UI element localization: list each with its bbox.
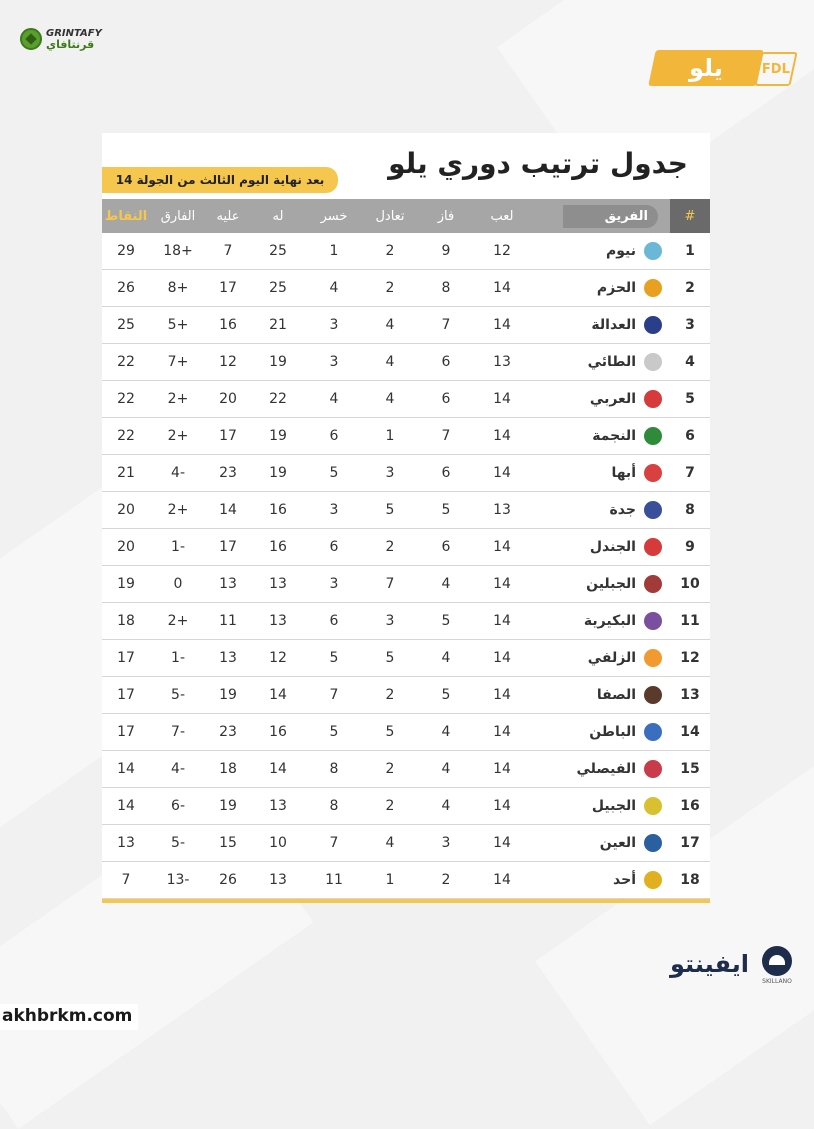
team-logo-icon: [644, 649, 662, 667]
drawn-cell: 2: [385, 761, 395, 777]
drawn-cell: 3: [385, 613, 395, 629]
diff-cell: +8: [167, 280, 189, 296]
lost-cell: 3: [329, 576, 339, 592]
table-row: [102, 455, 710, 492]
won-cell: 5: [441, 687, 451, 703]
drawn-cell: 3: [385, 465, 395, 481]
header-rank: #: [670, 199, 710, 233]
table-row: [102, 862, 710, 899]
diff-cell: -4: [171, 761, 185, 777]
team-name: الفيصلي: [576, 761, 636, 777]
drawn-cell: 4: [385, 317, 395, 333]
against-cell: 18: [219, 761, 237, 777]
header-points: النقاط: [104, 208, 148, 224]
lost-cell: 11: [325, 872, 343, 888]
table-header: [102, 199, 710, 233]
table-row: [102, 677, 710, 714]
played-cell: 14: [493, 539, 511, 555]
team-logo-icon: [644, 797, 662, 815]
for-cell: 14: [269, 687, 287, 703]
won-cell: 6: [441, 391, 451, 407]
for-cell: 13: [269, 798, 287, 814]
team-logo-icon: [644, 575, 662, 593]
played-cell: 14: [493, 465, 511, 481]
drawn-cell: 4: [385, 354, 395, 370]
points-cell: 17: [117, 724, 135, 740]
drawn-cell: 2: [385, 280, 395, 296]
team-logo-icon: [644, 760, 662, 778]
header-won: فاز: [437, 208, 455, 224]
drawn-cell: 5: [385, 724, 395, 740]
won-cell: 4: [441, 724, 451, 740]
grintafy-logo: [20, 28, 102, 50]
against-cell: 19: [219, 687, 237, 703]
table-row: [102, 492, 710, 529]
diff-cell: +2: [167, 428, 189, 444]
team-name: نيوم: [605, 243, 636, 259]
points-cell: 20: [117, 539, 135, 555]
skillano-emblem-icon: [762, 946, 792, 976]
drawn-cell: 4: [385, 391, 395, 407]
for-cell: 13: [269, 576, 287, 592]
team-name: الطائي: [587, 354, 636, 370]
points-cell: 22: [117, 428, 135, 444]
won-cell: 4: [441, 761, 451, 777]
team-name: الجندل: [589, 539, 636, 555]
diff-cell: +18: [163, 243, 193, 259]
points-cell: 7: [121, 872, 131, 888]
team-name: الجبيل: [591, 798, 636, 814]
lost-cell: 6: [329, 539, 339, 555]
points-cell: 17: [117, 650, 135, 666]
rank-cell: 18: [680, 872, 700, 888]
team-cell: [530, 344, 670, 380]
team-name: العربي: [589, 391, 636, 407]
against-cell: 26: [219, 872, 237, 888]
team-logo-icon: [644, 538, 662, 556]
against-cell: 11: [219, 613, 237, 629]
header-played: لعب: [490, 208, 514, 224]
rank-cell: 1: [685, 243, 695, 259]
for-cell: 10: [269, 835, 287, 851]
team-logo-icon: [644, 723, 662, 741]
football-icon: [20, 28, 42, 50]
rank-cell: 12: [680, 650, 700, 666]
rank-cell: 14: [680, 724, 700, 740]
table-row: [102, 418, 710, 455]
lost-cell: 6: [329, 428, 339, 444]
against-cell: 17: [219, 428, 237, 444]
team-cell: [530, 381, 670, 417]
standings-card: [102, 133, 710, 903]
team-logo-icon: [644, 316, 662, 334]
sponsor-logo-ifinto: ايفينتو: [670, 950, 749, 978]
team-cell: [530, 307, 670, 343]
won-cell: 9: [441, 243, 451, 259]
won-cell: 7: [441, 428, 451, 444]
header-drawn: تعادل: [375, 208, 405, 224]
won-cell: 3: [441, 835, 451, 851]
points-cell: 18: [117, 613, 135, 629]
diff-cell: -1: [171, 539, 185, 555]
rank-cell: 11: [680, 613, 700, 629]
against-cell: 7: [223, 243, 233, 259]
played-cell: 14: [493, 391, 511, 407]
team-name: أبها: [611, 465, 636, 481]
team-logo-icon: [644, 871, 662, 889]
played-cell: 14: [493, 687, 511, 703]
against-cell: 13: [219, 650, 237, 666]
drawn-cell: 7: [385, 576, 395, 592]
league-logo: [652, 46, 792, 94]
drawn-cell: 5: [385, 502, 395, 518]
table-row: [102, 603, 710, 640]
against-cell: 17: [219, 280, 237, 296]
won-cell: 5: [441, 502, 451, 518]
for-cell: 19: [269, 428, 287, 444]
points-cell: 19: [117, 576, 135, 592]
points-cell: 20: [117, 502, 135, 518]
played-cell: 14: [493, 317, 511, 333]
lost-cell: 5: [329, 465, 339, 481]
team-name: البكيرية: [583, 613, 636, 629]
table-row: [102, 307, 710, 344]
team-logo-icon: [644, 390, 662, 408]
points-cell: 22: [117, 391, 135, 407]
diff-cell: -1: [171, 650, 185, 666]
table-row: [102, 344, 710, 381]
rank-cell: 15: [680, 761, 700, 777]
team-name: الجبلين: [586, 576, 636, 592]
drawn-cell: 4: [385, 835, 395, 851]
against-cell: 13: [219, 576, 237, 592]
diff-cell: +2: [167, 613, 189, 629]
team-cell: [530, 788, 670, 824]
diff-cell: -7: [171, 724, 185, 740]
diff-cell: -5: [171, 835, 185, 851]
team-cell: [530, 677, 670, 713]
rank-cell: 6: [685, 428, 695, 444]
for-cell: 19: [269, 465, 287, 481]
grintafy-logo-ar: قرنتافاي: [46, 37, 95, 51]
played-cell: 14: [493, 428, 511, 444]
played-cell: 14: [493, 872, 511, 888]
team-logo-icon: [644, 427, 662, 445]
table-bottom-bar: [102, 899, 710, 903]
table-row: [102, 751, 710, 788]
diff-cell: +7: [167, 354, 189, 370]
table-row: [102, 233, 710, 270]
team-logo-icon: [644, 353, 662, 371]
played-cell: 14: [493, 798, 511, 814]
team-cell: [530, 418, 670, 454]
played-cell: 14: [493, 280, 511, 296]
points-cell: 14: [117, 761, 135, 777]
team-logo-icon: [644, 686, 662, 704]
points-cell: 25: [117, 317, 135, 333]
points-cell: 26: [117, 280, 135, 296]
diff-cell: -6: [171, 798, 185, 814]
against-cell: 20: [219, 391, 237, 407]
lost-cell: 4: [329, 280, 339, 296]
rank-cell: 5: [685, 391, 695, 407]
lost-cell: 4: [329, 391, 339, 407]
played-cell: 14: [493, 650, 511, 666]
team-cell: [530, 455, 670, 491]
team-cell: [530, 529, 670, 565]
won-cell: 4: [441, 650, 451, 666]
table-row: [102, 566, 710, 603]
won-cell: 6: [441, 539, 451, 555]
header-for: له: [272, 208, 284, 224]
team-logo-icon: [644, 464, 662, 482]
round-subtitle: بعد نهاية اليوم الثالث من الجولة 14: [102, 167, 338, 193]
points-cell: 17: [117, 687, 135, 703]
table-row: [102, 825, 710, 862]
team-name: جدة: [609, 502, 636, 518]
points-cell: 13: [117, 835, 135, 851]
team-name: العين: [599, 835, 636, 851]
lost-cell: 1: [329, 243, 339, 259]
table-row: [102, 381, 710, 418]
lost-cell: 5: [329, 724, 339, 740]
for-cell: 13: [269, 872, 287, 888]
against-cell: 23: [219, 724, 237, 740]
team-logo-icon: [644, 242, 662, 260]
rank-cell: 13: [680, 687, 700, 703]
lost-cell: 8: [329, 798, 339, 814]
for-cell: 22: [269, 391, 287, 407]
against-cell: 14: [219, 502, 237, 518]
played-cell: 14: [493, 613, 511, 629]
played-cell: 14: [493, 724, 511, 740]
against-cell: 23: [219, 465, 237, 481]
lost-cell: 7: [329, 687, 339, 703]
team-cell: [530, 603, 670, 639]
table-row: [102, 270, 710, 307]
for-cell: 16: [269, 539, 287, 555]
rank-cell: 7: [685, 465, 695, 481]
against-cell: 15: [219, 835, 237, 851]
team-cell: [530, 270, 670, 306]
played-cell: 14: [493, 576, 511, 592]
played-cell: 14: [493, 761, 511, 777]
won-cell: 4: [441, 576, 451, 592]
team-logo-icon: [644, 612, 662, 630]
table-row: [102, 640, 710, 677]
for-cell: 21: [269, 317, 287, 333]
team-cell: [530, 862, 670, 898]
drawn-cell: 2: [385, 687, 395, 703]
drawn-cell: 2: [385, 539, 395, 555]
header-against: عليه: [216, 208, 240, 224]
won-cell: 4: [441, 798, 451, 814]
team-cell: [530, 640, 670, 676]
points-cell: 14: [117, 798, 135, 814]
team-cell: [530, 714, 670, 750]
team-logo-icon: [644, 279, 662, 297]
played-cell: 12: [493, 243, 511, 259]
played-cell: 14: [493, 835, 511, 851]
lost-cell: 5: [329, 650, 339, 666]
diff-cell: -5: [171, 687, 185, 703]
for-cell: 16: [269, 502, 287, 518]
lost-cell: 8: [329, 761, 339, 777]
diff-cell: +2: [167, 391, 189, 407]
drawn-cell: 5: [385, 650, 395, 666]
lost-cell: 3: [329, 502, 339, 518]
rank-cell: 9: [685, 539, 695, 555]
team-name: الحزم: [596, 280, 636, 296]
header-lost: خسر: [320, 208, 348, 224]
skillano-label: SKILLANO: [762, 978, 792, 985]
drawn-cell: 2: [385, 798, 395, 814]
diff-cell: -13: [166, 872, 190, 888]
team-cell: [530, 825, 670, 861]
team-cell: [530, 492, 670, 528]
team-cell: [530, 751, 670, 787]
lost-cell: 7: [329, 835, 339, 851]
won-cell: 6: [441, 354, 451, 370]
for-cell: 25: [269, 280, 287, 296]
watermark: akhbrkm.com: [0, 1004, 138, 1030]
diff-cell: -4: [171, 465, 185, 481]
against-cell: 16: [219, 317, 237, 333]
team-cell: [530, 233, 670, 269]
team-name: النجمة: [592, 428, 636, 444]
won-cell: 8: [441, 280, 451, 296]
rank-cell: 2: [685, 280, 695, 296]
page-title: جدول ترتيب دوري يلو: [388, 147, 688, 180]
diff-cell: +5: [167, 317, 189, 333]
points-cell: 22: [117, 354, 135, 370]
rank-cell: 10: [680, 576, 700, 592]
header-diff: الفارق: [160, 208, 196, 224]
rank-cell: 3: [685, 317, 695, 333]
for-cell: 14: [269, 761, 287, 777]
against-cell: 19: [219, 798, 237, 814]
played-cell: 13: [493, 354, 511, 370]
against-cell: 12: [219, 354, 237, 370]
league-logo-ar: يلو: [689, 54, 723, 82]
rank-cell: 4: [685, 354, 695, 370]
drawn-cell: 1: [385, 428, 395, 444]
won-cell: 2: [441, 872, 451, 888]
for-cell: 12: [269, 650, 287, 666]
rank-cell: 16: [680, 798, 700, 814]
won-cell: 5: [441, 613, 451, 629]
team-logo-icon: [644, 501, 662, 519]
header-team: الفريق: [563, 205, 658, 228]
grintafy-logo-en: GRINTAFY: [46, 27, 102, 39]
team-name: الباطن: [589, 724, 636, 740]
lost-cell: 3: [329, 317, 339, 333]
team-logo-icon: [644, 834, 662, 852]
table-row: [102, 788, 710, 825]
against-cell: 17: [219, 539, 237, 555]
points-cell: 29: [117, 243, 135, 259]
team-name: الصفا: [596, 687, 636, 703]
standings-table-body: [102, 233, 710, 899]
table-row: [102, 714, 710, 751]
table-row: [102, 529, 710, 566]
rank-cell: 17: [680, 835, 700, 851]
team-name: أحد: [613, 872, 636, 888]
drawn-cell: 2: [385, 243, 395, 259]
for-cell: 16: [269, 724, 287, 740]
team-cell: [530, 566, 670, 602]
points-cell: 21: [117, 465, 135, 481]
won-cell: 6: [441, 465, 451, 481]
drawn-cell: 1: [385, 872, 395, 888]
league-logo-en: FDL: [762, 61, 790, 77]
won-cell: 7: [441, 317, 451, 333]
for-cell: 25: [269, 243, 287, 259]
header-team-cell: [530, 199, 670, 233]
diff-cell: 0: [173, 576, 183, 592]
team-name: الزلفي: [587, 650, 636, 666]
for-cell: 19: [269, 354, 287, 370]
for-cell: 13: [269, 613, 287, 629]
team-name: العدالة: [591, 317, 636, 333]
played-cell: 13: [493, 502, 511, 518]
lost-cell: 6: [329, 613, 339, 629]
lost-cell: 3: [329, 354, 339, 370]
diff-cell: +2: [167, 502, 189, 518]
rank-cell: 8: [685, 502, 695, 518]
sponsor-logo-skillano: [762, 946, 792, 985]
